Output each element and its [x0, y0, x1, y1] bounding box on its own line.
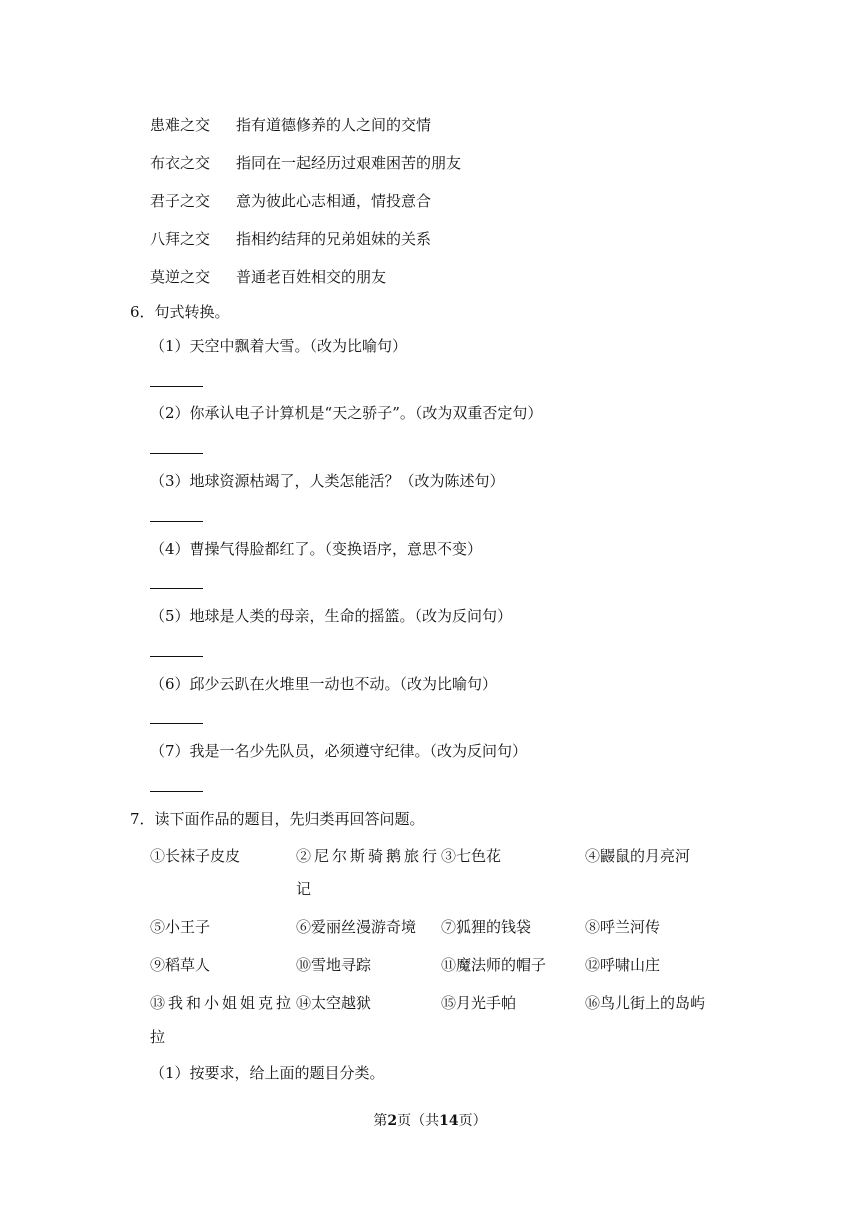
footer-suffix: 页）	[458, 1113, 487, 1129]
book-title: ④鼹鼠的月亮河	[585, 847, 691, 865]
footer-prefix: 第	[373, 1113, 388, 1129]
book-title: ⑧呼兰河传	[585, 918, 661, 936]
q6-item-2: （2）你承认电子计算机是“天之骄子”。（改为双重否定句）	[150, 404, 543, 422]
idiom-term: 患难之交	[150, 116, 211, 134]
idiom-definition: 指相约结拜的兄弟姐妹的关系	[236, 230, 432, 248]
footer-middle: 页（共	[397, 1113, 440, 1129]
answer-blank-3[interactable]	[150, 521, 203, 522]
book-title: ②尼尔斯骑鹅旅行	[296, 847, 441, 865]
idiom-definition: 指有道德修养的人之间的交情	[236, 116, 432, 134]
idiom-term: 八拜之交	[150, 230, 211, 248]
idiom-definition: 意为彼此心志相通，情投意合	[236, 192, 432, 210]
q6-item-1: （1）天空中飘着大雪。（改为比喻句）	[150, 337, 408, 355]
q6-item-6: （6）邱少云趴在火堆里一动也不动。（改为比喻句）	[150, 675, 498, 693]
book-title-wrap: 拉	[150, 1028, 166, 1046]
book-title: ⑦狐狸的钱袋	[441, 918, 532, 936]
book-title: ⑪魔法师的帽子	[441, 956, 547, 974]
answer-blank-2[interactable]	[150, 453, 203, 454]
book-title: ⑩雪地寻踪	[296, 956, 372, 974]
book-title: ③七色花	[441, 847, 502, 865]
question-6-heading: 6．句式转换。	[130, 303, 230, 321]
q7-subquestion-1: （1）按要求，给上面的题目分类。	[150, 1064, 385, 1082]
book-title: ⑨稻草人	[150, 956, 211, 974]
idiom-definition: 普通老百姓相交的朋友	[236, 268, 387, 286]
answer-blank-6[interactable]	[150, 723, 203, 724]
idiom-definition: 指同在一起经历过艰难困苦的朋友	[236, 154, 462, 172]
page-number: 2	[387, 1113, 398, 1129]
book-title: ⑥爱丽丝漫游奇境	[296, 918, 417, 936]
q6-item-5: （5）地球是人类的母亲，生命的摇篮。（改为反问句）	[150, 607, 513, 625]
q6-item-7: （7）我是一名少先队员，必须遵守纪律。（改为反问句）	[150, 742, 528, 760]
book-title: ⑫呼啸山庄	[585, 956, 661, 974]
book-title: ⑯鸟儿街上的岛屿	[585, 994, 706, 1012]
book-title: ⑤小王子	[150, 918, 211, 936]
idiom-term: 莫逆之交	[150, 268, 211, 286]
idiom-term: 君子之交	[150, 192, 211, 210]
book-title: ⑮月光手帕	[441, 994, 517, 1012]
answer-blank-1[interactable]	[150, 386, 203, 387]
book-title-wrap: 记	[296, 880, 312, 898]
question-7-heading: 7．读下面作品的题目，先归类再回答问题。	[130, 810, 425, 828]
answer-blank-5[interactable]	[150, 656, 203, 657]
book-title: ⑭太空越狱	[296, 994, 372, 1012]
book-title: ⑬我和小姐姐克拉	[150, 994, 295, 1012]
total-pages: 14	[439, 1113, 459, 1129]
q6-item-4: （4）曹操气得脸都红了。（变换语序，意思不变）	[150, 540, 483, 558]
q6-item-3: （3）地球资源枯竭了，人类怎能活？（改为陈述句）	[150, 472, 505, 490]
book-title: ①长袜子皮皮	[150, 847, 241, 865]
idiom-term: 布衣之交	[150, 154, 211, 172]
answer-blank-7[interactable]	[150, 791, 203, 792]
answer-blank-4[interactable]	[150, 588, 203, 589]
page-footer	[0, 1111, 860, 1131]
